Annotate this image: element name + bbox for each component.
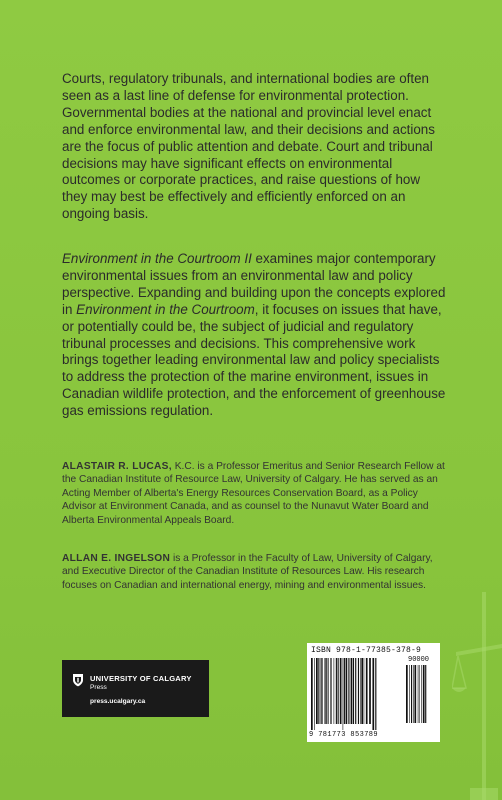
barcode-bar xyxy=(418,665,419,723)
publisher-name: UNIVERSITY OF CALGARY xyxy=(90,674,192,683)
barcode-bar xyxy=(372,658,374,730)
barcode-bar xyxy=(409,665,410,723)
barcode-digits: 9 781773 853789 xyxy=(309,731,379,739)
barcode-bar xyxy=(331,658,332,724)
barcode-bar xyxy=(425,665,426,723)
barcode-bar xyxy=(311,658,313,730)
barcode-bar xyxy=(366,658,368,724)
book-title-italic: Environment in the Courtroom II xyxy=(62,251,252,266)
publisher-imprint: Press xyxy=(90,684,107,691)
barcode-bar xyxy=(421,665,422,723)
barcode-bar xyxy=(414,665,416,723)
shield-icon xyxy=(72,673,84,687)
description-paragraph-2 xyxy=(62,251,448,420)
isbn-barcode xyxy=(307,643,440,742)
isbn-label: ISBN 978-1-77385-378-9 xyxy=(311,646,422,655)
barcode-bar xyxy=(419,665,420,723)
publisher-url: press.ucalgary.ca xyxy=(90,698,146,705)
barcode-bar xyxy=(353,658,354,724)
barcode-bar xyxy=(340,658,342,724)
barcode-bar xyxy=(343,658,344,730)
barcode-bar xyxy=(344,658,345,724)
author-bio-ingelson xyxy=(62,552,452,592)
barcode-bar xyxy=(346,658,348,724)
barcode-bar xyxy=(314,658,315,730)
barcode-bar xyxy=(351,658,353,724)
barcode-bar xyxy=(328,658,329,724)
barcode-bar xyxy=(369,658,371,724)
barcode-bar xyxy=(411,665,412,723)
author-bio-text: K.C. is a Professor Emeritus and Senior Research Fellow at the Canadian Institute of Resource Law, University of Calgary. He has served as an Acting Member of Alberta's Energy Resources Conservation Board, as a Policy Advisor at Environment Canada, and as counsel to the Nunavut Water Board and Alberta Environmental Appeals Board. xyxy=(62,461,445,526)
author-bio-text: is a Professor in the Faculty of Law, University of Calgary, and Executive Director of the Canadian Institute of Resources Law. His research focuses on Canadian and international energy, mining and environmental issues. xyxy=(62,553,433,591)
barcode-bar xyxy=(360,658,361,724)
barcode-bar xyxy=(338,658,339,724)
barcode-bar xyxy=(375,658,376,730)
barcode-bar xyxy=(325,658,326,724)
barcode-bar xyxy=(355,658,356,724)
barcode-bar xyxy=(413,665,414,723)
barcode-bar xyxy=(348,658,349,724)
barcode-bar xyxy=(318,658,319,724)
barcode-addon-number: 90000 xyxy=(408,656,430,664)
author-name: ALLAN E. INGELSON xyxy=(62,553,171,564)
barcode-bar xyxy=(361,658,363,724)
description-text-a: examines major contemporary environmental issues from an environmental law and policy perspective. Expanding and building upon the concepts explored in xyxy=(62,251,446,317)
addon-barcode-bars xyxy=(406,665,436,723)
book-reference-italic: Environment in the Courtroom xyxy=(76,301,255,317)
barcode-bar xyxy=(336,658,337,724)
publisher-logo xyxy=(62,660,209,717)
barcode-bar xyxy=(364,658,365,724)
barcode-bar xyxy=(316,658,318,724)
author-bio-lucas xyxy=(62,460,452,527)
barcode-bar xyxy=(358,658,359,724)
barcode-bar xyxy=(321,658,322,724)
author-name: ALASTAIR R. LUCAS, xyxy=(62,461,172,472)
scales-of-justice-icon xyxy=(452,592,502,800)
barcode-bar xyxy=(330,658,331,724)
barcode-bar xyxy=(326,658,327,724)
barcode-bar xyxy=(322,658,323,724)
barcode-bar xyxy=(423,665,425,723)
description-text-b: , it focuses on issues that have, or potentially could be, the subject of judicial and regulatory tribunal processes and decisions. This comprehensive work brings together leading environmental law and policy specialists to address the protection of the marine environment, issues in Canadian wildlife protection, and the enforcement of greenhouse gas emissions regulation. xyxy=(62,301,446,419)
description-paragraph-1: Courts, regulatory tribunals, and international bodies are often seen as a last line of defense for environmental protection. Governmental bodies at the national and provincial level enact and enforce environmental law, and their decisions and actions are the focus of public attention and debate. Court and tribunal decisions may have significant effects on environmental outcomes or corporate practices, and raise questions of how they may best be effectively and efficiently enforced on an ongoing basis. xyxy=(62,71,435,222)
barcode-bar xyxy=(334,658,335,724)
barcode-bar xyxy=(406,665,408,723)
ean-barcode-bars xyxy=(311,658,403,730)
